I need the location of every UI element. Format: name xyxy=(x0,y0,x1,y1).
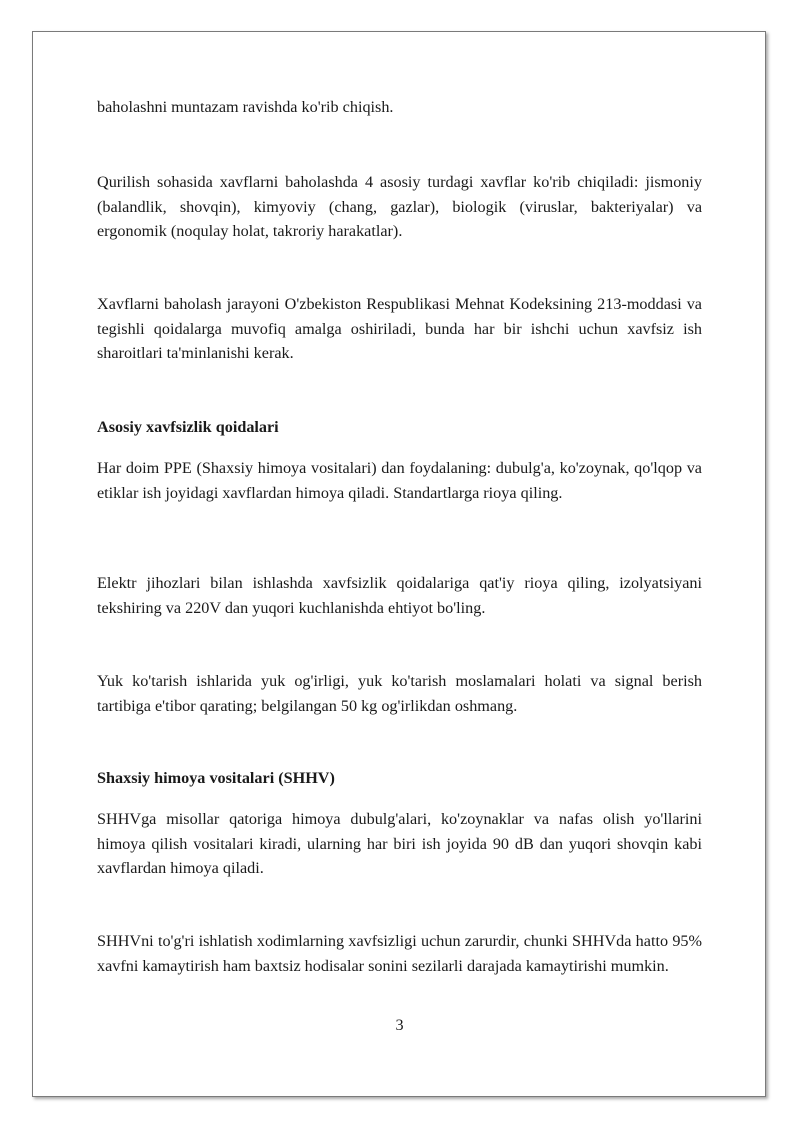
page-number: 3 xyxy=(395,1016,404,1034)
paragraph-electrical-safety: Elektr jihozlari bilan ishlashda xavfsizlik qoidalariga qat'iy rioya qiling, izolyatsiyani tekshiring va 220V dan yuqori kuchlanishda ehtiyot bo'ling. xyxy=(97,574,702,617)
paragraph-continuation: baholashni muntazam ravishda ko'rib chiqish. xyxy=(97,98,394,116)
document-page xyxy=(32,31,766,1097)
paragraph-ppe-usage: Har doim PPE (Shaxsiy himoya vositalari) dan foydalaning: dubulg'a, ko'zoynak, qo'lqop va etiklar ish joyidagi xavflardan himoya qiladi. Standartlarga rioya qiling. xyxy=(97,459,702,502)
paragraph-ppe-importance: SHHVni to'g'ri ishlatish xodimlarning xavfsizligi uchun zarurdir, chunki SHHVda hatto 95% xavfni kamaytirish ham baxtsiz hodisalar sonini sezilarli darajada kamaytirishi mumkin. xyxy=(97,932,702,975)
paragraph-labor-code: Xavflarni baholash jarayoni O'zbekiston Respublikasi Mehnat Kodeksining 213-moddasi va tegishli qoidalarga muvofiq amalga oshiriladi, bunda har bir ishchi uchun xavfsiz ish sharoitlari ta'minlanishi kerak. xyxy=(97,295,702,362)
paragraph-lifting-safety: Yuk ko'tarish ishlarida yuk og'irligi, yuk ko'tarish moslamalari holati va signal berish tartibiga e'tibor qarating; belgilangan 50 kg og'irlikdan oshmang. xyxy=(97,672,702,715)
paragraph-ppe-examples: SHHVga misollar qatoriga himoya dubulg'alari, ko'zoynaklar va nafas olish yo'llarini himoya qilish vositalari kiradi, ularning har biri ish joyida 90 dB dan yuqori shovqin kabi xavflardan himoya qiladi. xyxy=(97,810,702,877)
section-heading-safety-rules: Asosiy xavfsizlik qoidalari xyxy=(97,418,279,436)
paragraph-hazard-types: Qurilish sohasida xavflarni baholashda 4 asosiy turdagi xavflar ko'rib chiqiladi: jismoniy (balandlik, shovqin), kimyoviy (chang, gazlar), biologik (viruslar, bakteriyalar) va ergonomik (noqulay holat, takroriy harakatlar). xyxy=(97,173,702,240)
section-heading-ppe: Shaxsiy himoya vositalari (SHHV) xyxy=(97,769,335,787)
